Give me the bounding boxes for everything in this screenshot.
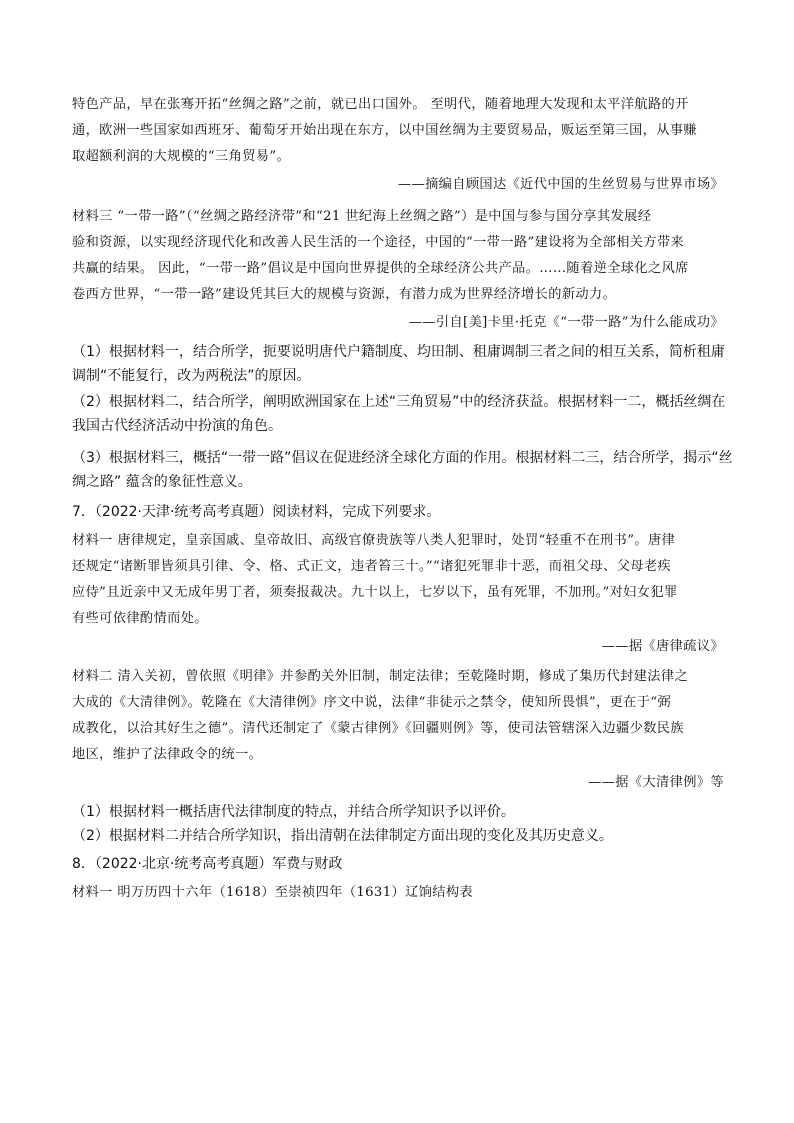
text-line: 地区，维护了法律政令的统一。 [72, 747, 263, 762]
question-item: （2）根据材料二并结合所学知识，指出清朝在法律制定方面出现的变化及其历史意义。 [72, 828, 613, 844]
text-line: 大成的《大清律例》。乾隆在《大清律例》序文中说，法律“非徒示之禁令，使知所畏惧”，更在于“弼 [72, 695, 672, 710]
question-heading: 7．（2022·天津·统考高考真题）阅读材料，完成下列要求。 [72, 504, 441, 520]
question-6-2 [72, 390, 724, 438]
question-7-items [72, 800, 724, 848]
text-line: 有些可依律酌情而处。 [72, 611, 208, 626]
text-line: 调制“不能复行，改为两税法”的原因。 [72, 368, 311, 384]
question-6-1 [72, 340, 724, 388]
text-line: 材料一 唐律规定，皇亲国戚、皇帝故旧、高级官僚贵族等八类人犯罪时，处罚“轻重不在刑书”。唐律 [72, 533, 676, 548]
text-line: 绸之路” 蕴含的象征性意义。 [72, 474, 252, 490]
source-citation: ——据《唐律疏议》 [601, 639, 724, 654]
question-7-material-1 [72, 528, 724, 632]
text-line: （3）根据材料三，概括“一带一路”倡议在促进经济全球化方面的作用。根据材料二三，结合所学，揭示“丝 [72, 450, 733, 466]
question-8-material-1 [72, 880, 724, 906]
text-line: 通，欧洲一些国家如西班牙、葡萄牙开始出现在东方，以中国丝绸为主要贸易品，贩运至第三国，从事赚 [72, 123, 698, 138]
text-line: 成教化，以洽其好生之德”。清代还制定了《蒙古律例》《回疆则例》等，使司法管辖深入边疆少数民族 [72, 721, 684, 736]
text-line: 应侍”且近亲中又无成年男丁者，须奏报裁决。九十以上，七岁以下，虽有死罪，不加刑。”对妇女犯罪 [72, 585, 678, 600]
source-citation: ——引自[美]卡里·托克《“一带一路”为什么能成功》 [408, 315, 724, 330]
text-line: 材料三 “一带一路”（“丝绸之路经济带”和“21 世纪海上丝绸之路”）是中国与参与国分享其发展经 [72, 209, 652, 224]
question-7-title [72, 500, 724, 524]
question-heading: 8．（2022·北京·统考高考真题）军费与财政 [72, 856, 343, 872]
text-line: 特色产品，早在张骞开拓“丝绸之路”之前，就已出口国外。 至明代，随着地理大发现和太平洋航路的开 [72, 97, 689, 112]
text-line: 共赢的结果。 因此，“一带一路”倡议是中国向世界提供的全球经济公共产品。……随着逆全球化之风席 [72, 261, 689, 276]
material-2-continuation [72, 92, 724, 170]
question-7-material-2 [72, 664, 724, 768]
text-line: 卷西方世界，“一带一路”建设凭其巨大的规模与资源，有潜力成为世界经济增长的新动力。 [72, 287, 617, 302]
question-8-title [72, 852, 724, 876]
text-line: 材料一 明万历四十六年（1618）至崇祯四年（1631）辽饷结构表 [72, 885, 474, 900]
question-item: （1）根据材料一概括唐代法律制度的特点，并结合所学知识予以评价。 [72, 804, 515, 820]
source-citation: ——摘编自顾国达《近代中国的生丝贸易与世界市场》 [397, 177, 724, 192]
text-line: 取超额利润的大规模的“三角贸易”。 [72, 149, 291, 164]
question-6-3 [72, 446, 733, 494]
text-line: （1）根据材料一，结合所学，扼要说明唐代户籍制度、均田制、租庸调制三者之间的相互关系，简析租庸 [72, 344, 725, 360]
text-line: 材料二 清入关初，曾依照《明律》并参酌关外旧制，制定法律；至乾隆时期，修成了集历代封建法律之 [72, 669, 689, 684]
source-citation: ——据《大清律例》等 [588, 775, 724, 790]
text-line: （2）根据材料二，结合所学，阐明欧洲国家在上述“三角贸易”中的经济获益。根据材料一二，概括丝绸在 [72, 394, 726, 410]
text-line: 还规定“诸断罪皆须具引律、令、格、式正文，违者笞三十。”“诸犯死罪非十恶，而祖父母、父母老疾 [72, 559, 672, 574]
material-3 [72, 204, 724, 308]
text-line: 验和资源，以实现经济现代化和改善人民生活的一个途径，中国的“一带一路”建设将为全部相关方带来 [72, 235, 685, 250]
text-line: 我国古代经济活动中扮演的角色。 [72, 418, 282, 434]
